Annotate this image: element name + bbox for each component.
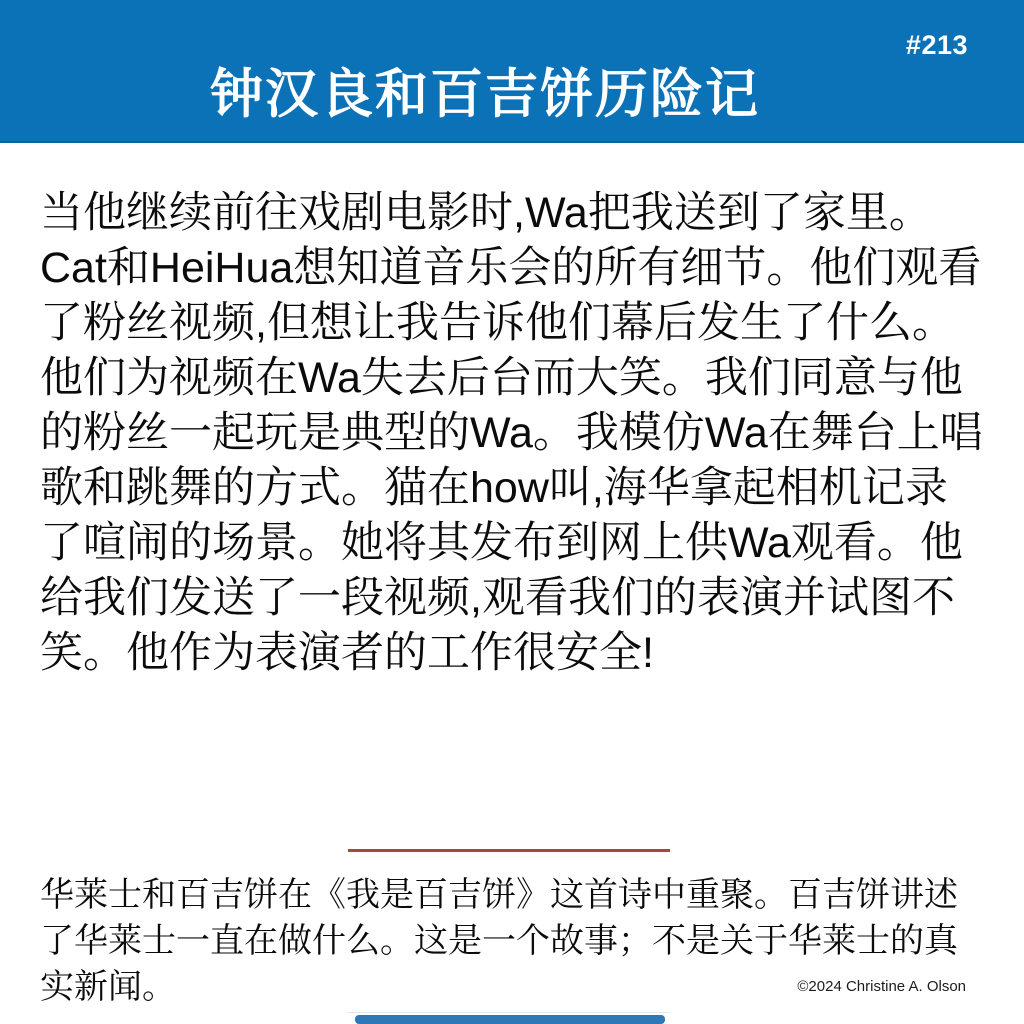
bottom-divider-line xyxy=(347,1012,670,1013)
bottom-accent-bar xyxy=(355,1015,665,1024)
story-footer-paragraph: 华莱士和百吉饼在《我是百吉饼》这首诗中重聚。百吉饼讲述了华莱士一直在做什么。这是一个故事；不是关于华莱士的真实新闻。 xyxy=(40,876,958,1006)
section-divider-line xyxy=(348,849,670,852)
page-title: 钟汉良和百吉饼历险记 xyxy=(210,65,760,124)
issue-number-badge: #213 xyxy=(905,30,968,60)
copyright-notice: ©2024 Christine A. Olson xyxy=(797,978,966,995)
story-body-paragraph: 当他继续前往戏剧电影时,Wa把我送到了家里。Cat和HeiHua想知道音乐会的所有细节。他们观看了粉丝视频,但想让我告诉他们幕后发生了什么。他们为视频在Wa失去后台而大笑。我们同意与他的粉丝一起玩是典型的Wa。我模仿Wa在舞台上唱歌和跳舞的方式。猫在how叫,海华拿起相机记录了喧闹的场景。她将其发布到网上供Wa观看。他给我们发送了一段视频,观看我们的表演并试图不笑。他作为表演者的工作很安全! xyxy=(40,189,983,677)
header-banner xyxy=(0,0,1024,143)
